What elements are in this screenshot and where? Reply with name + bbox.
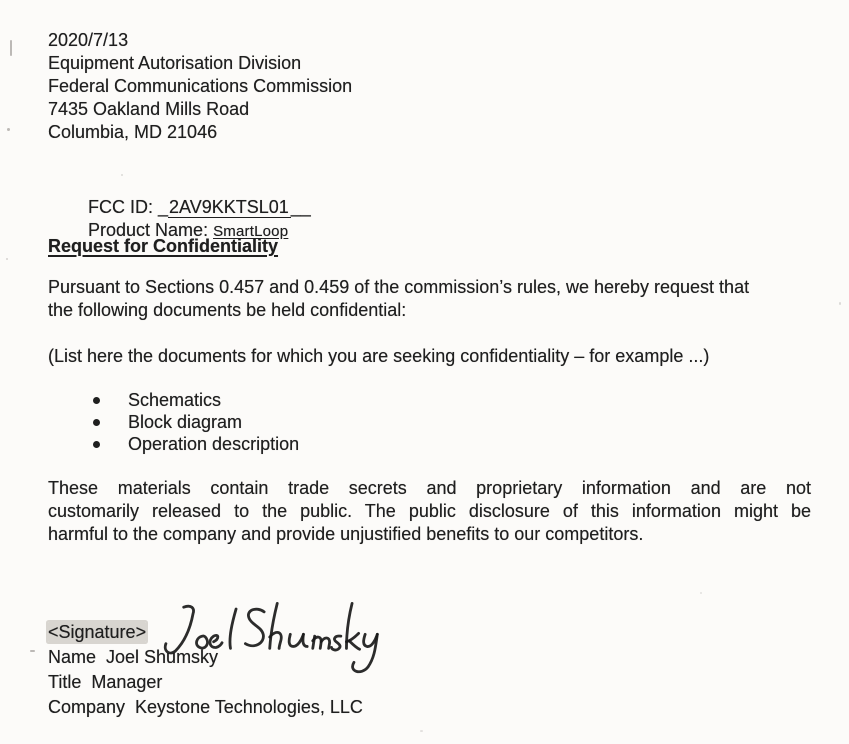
scan-speck [10,40,12,56]
letter-date: 2020/7/13 [48,30,129,50]
name-line: Name Joel Shumsky [48,647,219,667]
bullet-icon [93,441,100,448]
scan-speck [420,730,423,732]
bullet-icon [93,397,100,404]
fcc-id-prefix: _ [158,197,169,217]
request-paragraph [48,276,811,322]
letter-heading: Request for Confidentiality [48,236,279,256]
request-paragraph-line: the following documents be held confidential: [48,300,407,320]
list-item-label: Operation description [128,434,300,454]
scan-speck [839,302,841,305]
recipient-city: Columbia, MD 21046 [48,122,218,142]
title-line: Title Manager [48,672,163,692]
company-line: Company Keystone Technologies, LLC [48,697,363,717]
scan-speck [30,650,35,652]
product-name-value: SmartLoop [213,223,289,240]
request-paragraph-line: Pursuant to Sections 0.457 and 0.459 of the commission’s rules, we hereby request that [48,277,750,297]
list-item [48,389,818,411]
product-name-label: Product Name: [88,220,214,240]
recipient-division: Equipment Autorisation Division [48,53,302,73]
scan-speck [6,258,8,260]
address-block [48,29,818,144]
materials-paragraph [48,477,811,546]
signature-placeholder: <Signature> [48,622,147,642]
list-item [48,411,818,433]
fcc-id-label: FCC ID: [88,197,159,217]
list-item-label: Block diagram [128,412,243,432]
fcc-id-suffix: __ [290,197,311,217]
signature-placeholder-line [48,620,818,645]
scan-speck [121,174,123,176]
list-item [48,433,818,455]
signature-block [48,620,818,720]
scan-speck [700,592,702,594]
identification-block [48,173,818,240]
confidential-documents-list [48,389,818,455]
letter-content [48,29,818,720]
list-intro-line: (List here the documents for which you are seeking confidentiality – for example ...) [48,346,710,366]
fcc-id-value: 2AV9KKTSL01 [169,197,289,217]
materials-paragraph-line: These materials contain trade secrets and proprietary information and are not [48,478,811,498]
recipient-agency: Federal Communications Commission [48,76,353,96]
scan-speck [7,128,10,131]
list-item-label: Schematics [128,390,222,410]
fcc-id-line [48,173,818,217]
recipient-street: 7435 Oakland Mills Road [48,99,250,119]
bullet-icon [93,419,100,426]
materials-paragraph-line: harmful to the company and provide unjustified benefits to our competitors. [48,524,644,544]
materials-paragraph-line: customarily released to the public. The public disclosure of this information might be [48,501,811,521]
